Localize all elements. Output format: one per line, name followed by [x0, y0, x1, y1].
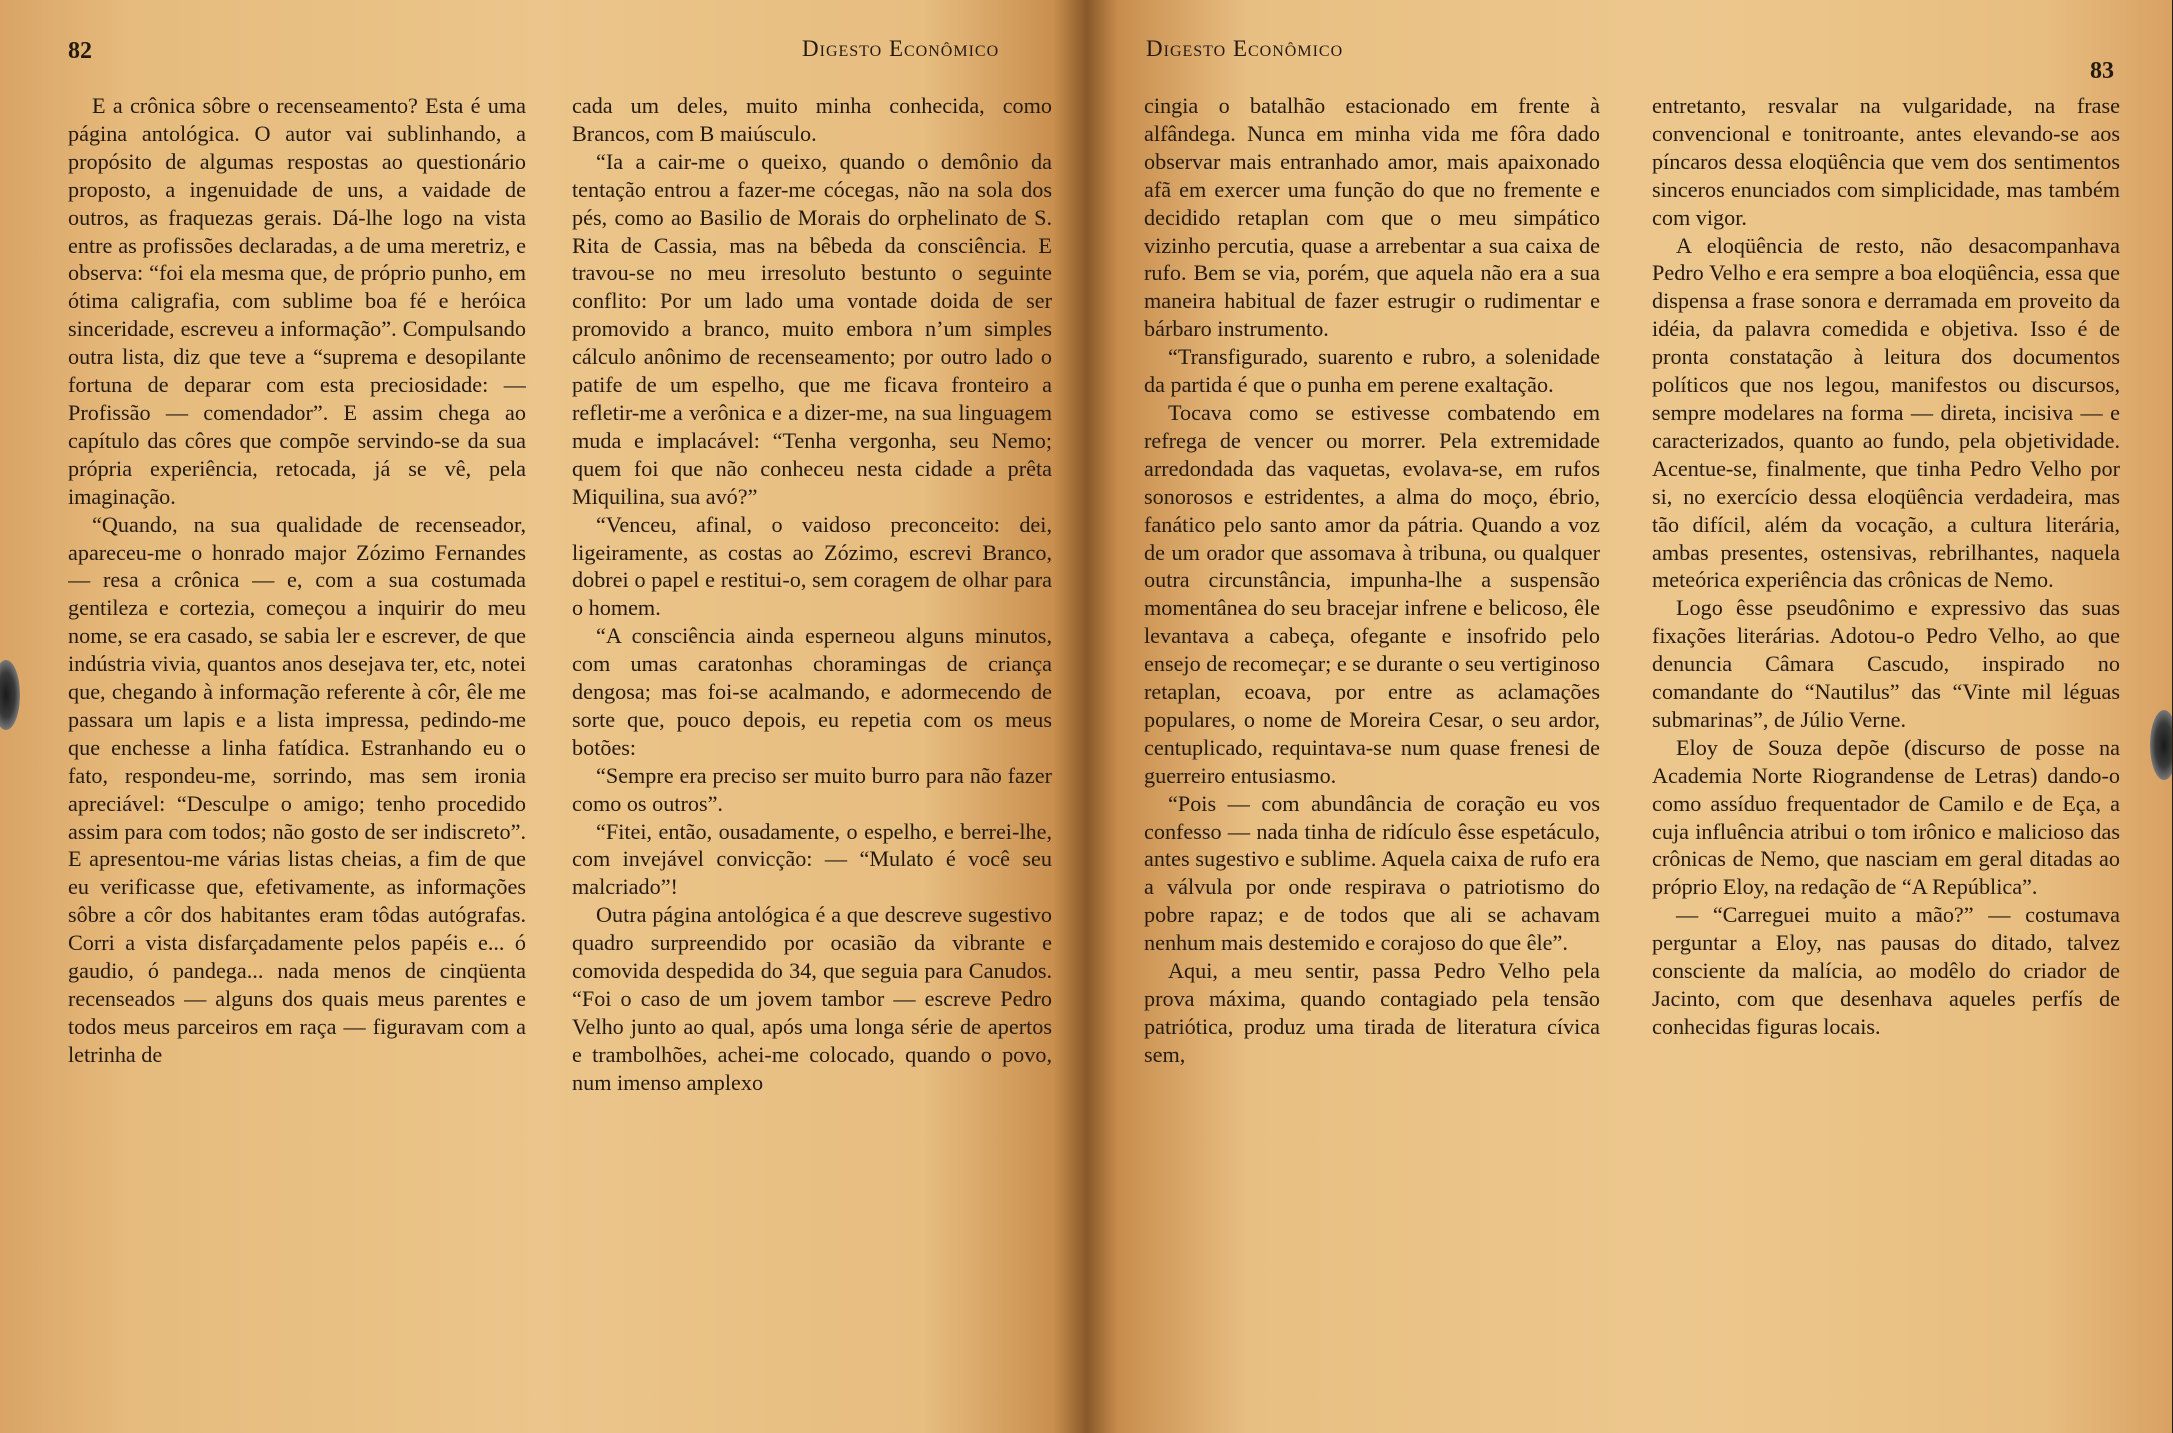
binding-hole-icon: [2150, 710, 2172, 780]
paragraph: Tocava como se estivesse combatendo em refrega de vencer ou morrer. Pela extremidade arredondada das vaquetas, evolava-se, em rufos sonorosos e estridentes, a alma do moço, ébrio, fanático pelo santo amor da pátria. Quando a voz de um orador que assomava à tribuna, ou qualquer outra circunstância, impunha-lhe a suspensão momentânea do seu bracejar infrene e belicoso, êle levantava a cabeça, ofegante e insofrido pelo ensejo de recomeçar; e se durante o seu vertiginoso retaplan, ecoava, por entre as aclamações populares, o nome de Moreira Cesar, o seu ardor, centuplicado, requintava-se num quase frenesi de guerreiro entusiasmo.: [1144, 399, 1600, 788]
paragraph: “Transfigurado, suarento e rubro, a solenidade da partida é que o punha em perene exaltação.: [1144, 344, 1600, 398]
paragraph: “A consciência ainda esperneou alguns minutos, com umas caratonhas choramingas de criança dengosa; mas foi-se acalmando, e adormecendo de sorte que, pouco depois, eu repetia com os meus botões:: [572, 623, 1052, 760]
running-head-left: Digesto Econômico: [802, 36, 1000, 61]
paragraph: Eloy de Souza depõe (discurso de posse na Academia Norte Riograndense de Letras) dando-o como assíduo frequentador de Camilo e de Eça, a cuja influência atribui o tom irônico e malicioso das crônicas de Nemo, que nasciam em geral ditadas ao próprio Eloy, na redação de “A República”.: [1652, 734, 2120, 900]
paragraph: Aqui, a meu sentir, passa Pedro Velho pela prova máxima, quando contagiado pela tensão patriótica, produz uma tirada de literatura cívica sem,: [1144, 958, 1600, 1067]
running-head-right: Digesto Econômico: [1146, 36, 1344, 61]
page-number-left: 82: [68, 38, 92, 64]
left-page: [0, 0, 1086, 1433]
left-column-1: [68, 92, 526, 1393]
paragraph: “Sempre era preciso ser muito burro para não fazer como os outros”.: [572, 762, 1052, 816]
paragraph: — “Carreguei muito a mão?” — costumava perguntar a Eloy, nas pausas do ditado, talvez consciente da malícia, ao modêlo do criador de Jacinto, com que desenhava aqueles perfís de conhecidas figuras locais.: [1652, 902, 2120, 1039]
binding-hole-icon: [0, 660, 20, 730]
paragraph: “Pois — com abundância de coração eu vos confesso — nada tinha de ridículo êsse espetáculo, antes sugestivo e sublime. Aquela caixa de rufo era a válvula por onde respirava o patriotismo do pobre rapaz; e de todos que ali se achavam nenhum mais destemido e corajoso do que êle”.: [1144, 790, 1600, 956]
paragraph: E a crônica sôbre o recenseamento? Esta é uma página antológica. O autor vai sublinhando, a propósito de algumas respostas ao questionário proposto, a ingenuidade de uns, a vaidade de outros, as fraquezas gerais. Dá-lhe logo na vista entre as profissões declaradas, a de uma meretriz, e observa: “foi ela mesma que, de próprio punho, em ótima caligrafia, com sublime boa fé e heróica sinceridade, escreveu a informação”. Compulsando outra lista, diz que teve a “suprema e desopilante fortuna de deparar com esta preciosidade: — Profissão — comendador”. E assim chega ao capítulo das côres que compõe servindo-se da sua própria experiência, retocada, já se vê, pela imaginação.: [68, 93, 526, 509]
paragraph: A eloqüência de resto, não desacompanhava Pedro Velho e era sempre a boa eloqüência, essa que dispensa a frase sonora e derramada em proveito da idéia, da palavra comedida e objetiva. Isso é de pronta constatação à leitura dos documentos políticos que nos legou, manifestos ou discursos, sempre modelares na forma — direta, incisiva — e caracterizados, quanto ao fundo, pela objetividade. Acentue-se, finalmente, que tinha Pedro Velho por si, no exercício dessa eloqüência verdadeira, mas tão difícil, além da vocação, a cultura literária, ambas presentes, ostensivas, rebrilhantes, naquela meteórica experiência das crônicas de Nemo.: [1652, 232, 2120, 593]
left-column-2: [572, 92, 1052, 1393]
paragraph: Logo êsse pseudônimo e expressivo das suas fixações literárias. Adotou-o Pedro Velho, ao que denuncia Câmara Cascudo, inspirado no comandante do “Nautilus” das “Vinte mil léguas submarinas”, de Júlio Verne.: [1652, 595, 2120, 732]
right-column-1: [1144, 92, 1600, 1393]
paragraph: Outra página antológica é a que descreve sugestivo quadro surpreendido por ocasião da vibrante e comovida despedida do 34, que seguia para Canudos. “Foi o caso de um jovem tambor — escreve Pedro Velho junto ao qual, após uma longa série de apertos e trambolhões, achei-me colocado, quando o povo, num imenso amplexo: [572, 902, 1052, 1095]
paragraph: cingia o batalhão estacionado em frente à alfândega. Nunca em minha vida me fôra dado observar mais entranhado amor, mais apaixonado afã em exercer uma função do que no fremente e decidido retaplan com que o meu simpático vizinho percutia, quase a arrebentar a sua caixa de rufo. Bem se via, porém, que aquela não era a sua maneira habitual de fazer estrugir o rudimentar e bárbaro instrumento.: [1144, 93, 1600, 342]
paragraph: “Venceu, afinal, o vaidoso preconceito: dei, ligeiramente, as costas ao Zózimo, escrevi Branco, dobrei o papel e restitui-o, sem coragem de olhar para o homem.: [572, 511, 1052, 621]
paragraph: “Quando, na sua qualidade de recenseador, apareceu-me o honrado major Zózimo Fernandes — resa a crônica — e, com a sua costumada gentileza e cortezia, começou a inquirir do meu nome, se era casado, se sabia ler e escrever, de que indústria vivia, quantos anos desejava ter, etc, notei que, chegando à informação referente à côr, êle me passara um lapis e a lista impressa, pedindo-me que enchesse a linha fatídica. Estranhando eu o fato, respondeu-me, sorrindo, mas sem ironia apreciável: “Desculpe o amigo; tenho procedido assim para com todos; não gosto de ser indiscreto”. E apresentou-me várias listas cheias, a fim de que eu verificasse que, efetivamente, as informações sôbre a côr dos habitantes eram tôdas autógrafas. Corri a vista disfarçadamente pelos papéis e... ó gaudio, ó pandega... nada menos de cinqüenta recenseados — alguns dos quais meus parentes e todos meus parceiros em raça — figuravam com a letrinha de: [68, 511, 526, 1067]
right-page: [1086, 0, 2172, 1433]
paragraph: “Ia a cair-me o queixo, quando o demônio da tentação entrou a fazer-me cócegas, não na sola dos pés, como ao Basilio de Morais do orphelinato de S. Rita de Cassia, mas na bêbeda da consciência. E travou-se no meu irresoluto bestunto o seguinte conflito: Por um lado uma vontade doida de ser promovido a branco, muito embora n’um simples cálculo anônimo de recenseamento; por outro lado o patife de um espelho, que me ficava fronteiro a refletir-me a verônica e a dizer-me, na sua linguagem muda e implacável: “Tenha vergonha, seu Nemo; quem foi que não conheceu nesta cidade a prêta Miquilina, sua avó?”: [572, 148, 1052, 509]
page-number-right: 83: [2090, 58, 2114, 84]
right-column-2: [1652, 92, 2120, 1393]
paragraph: cada um deles, muito minha conhecida, como Brancos, com B maiúsculo.: [572, 93, 1052, 146]
paragraph: entretanto, resvalar na vulgaridade, na frase convencional e tonitroante, antes elevando-se aos píncaros dessa eloqüência que vem dos sentimentos sinceros enunciados com simplicidade, mas também com vigor.: [1652, 93, 2120, 230]
paragraph: “Fitei, então, ousadamente, o espelho, e berrei-lhe, com invejável convicção: — “Mulato é você seu malcriado”!: [572, 818, 1052, 900]
